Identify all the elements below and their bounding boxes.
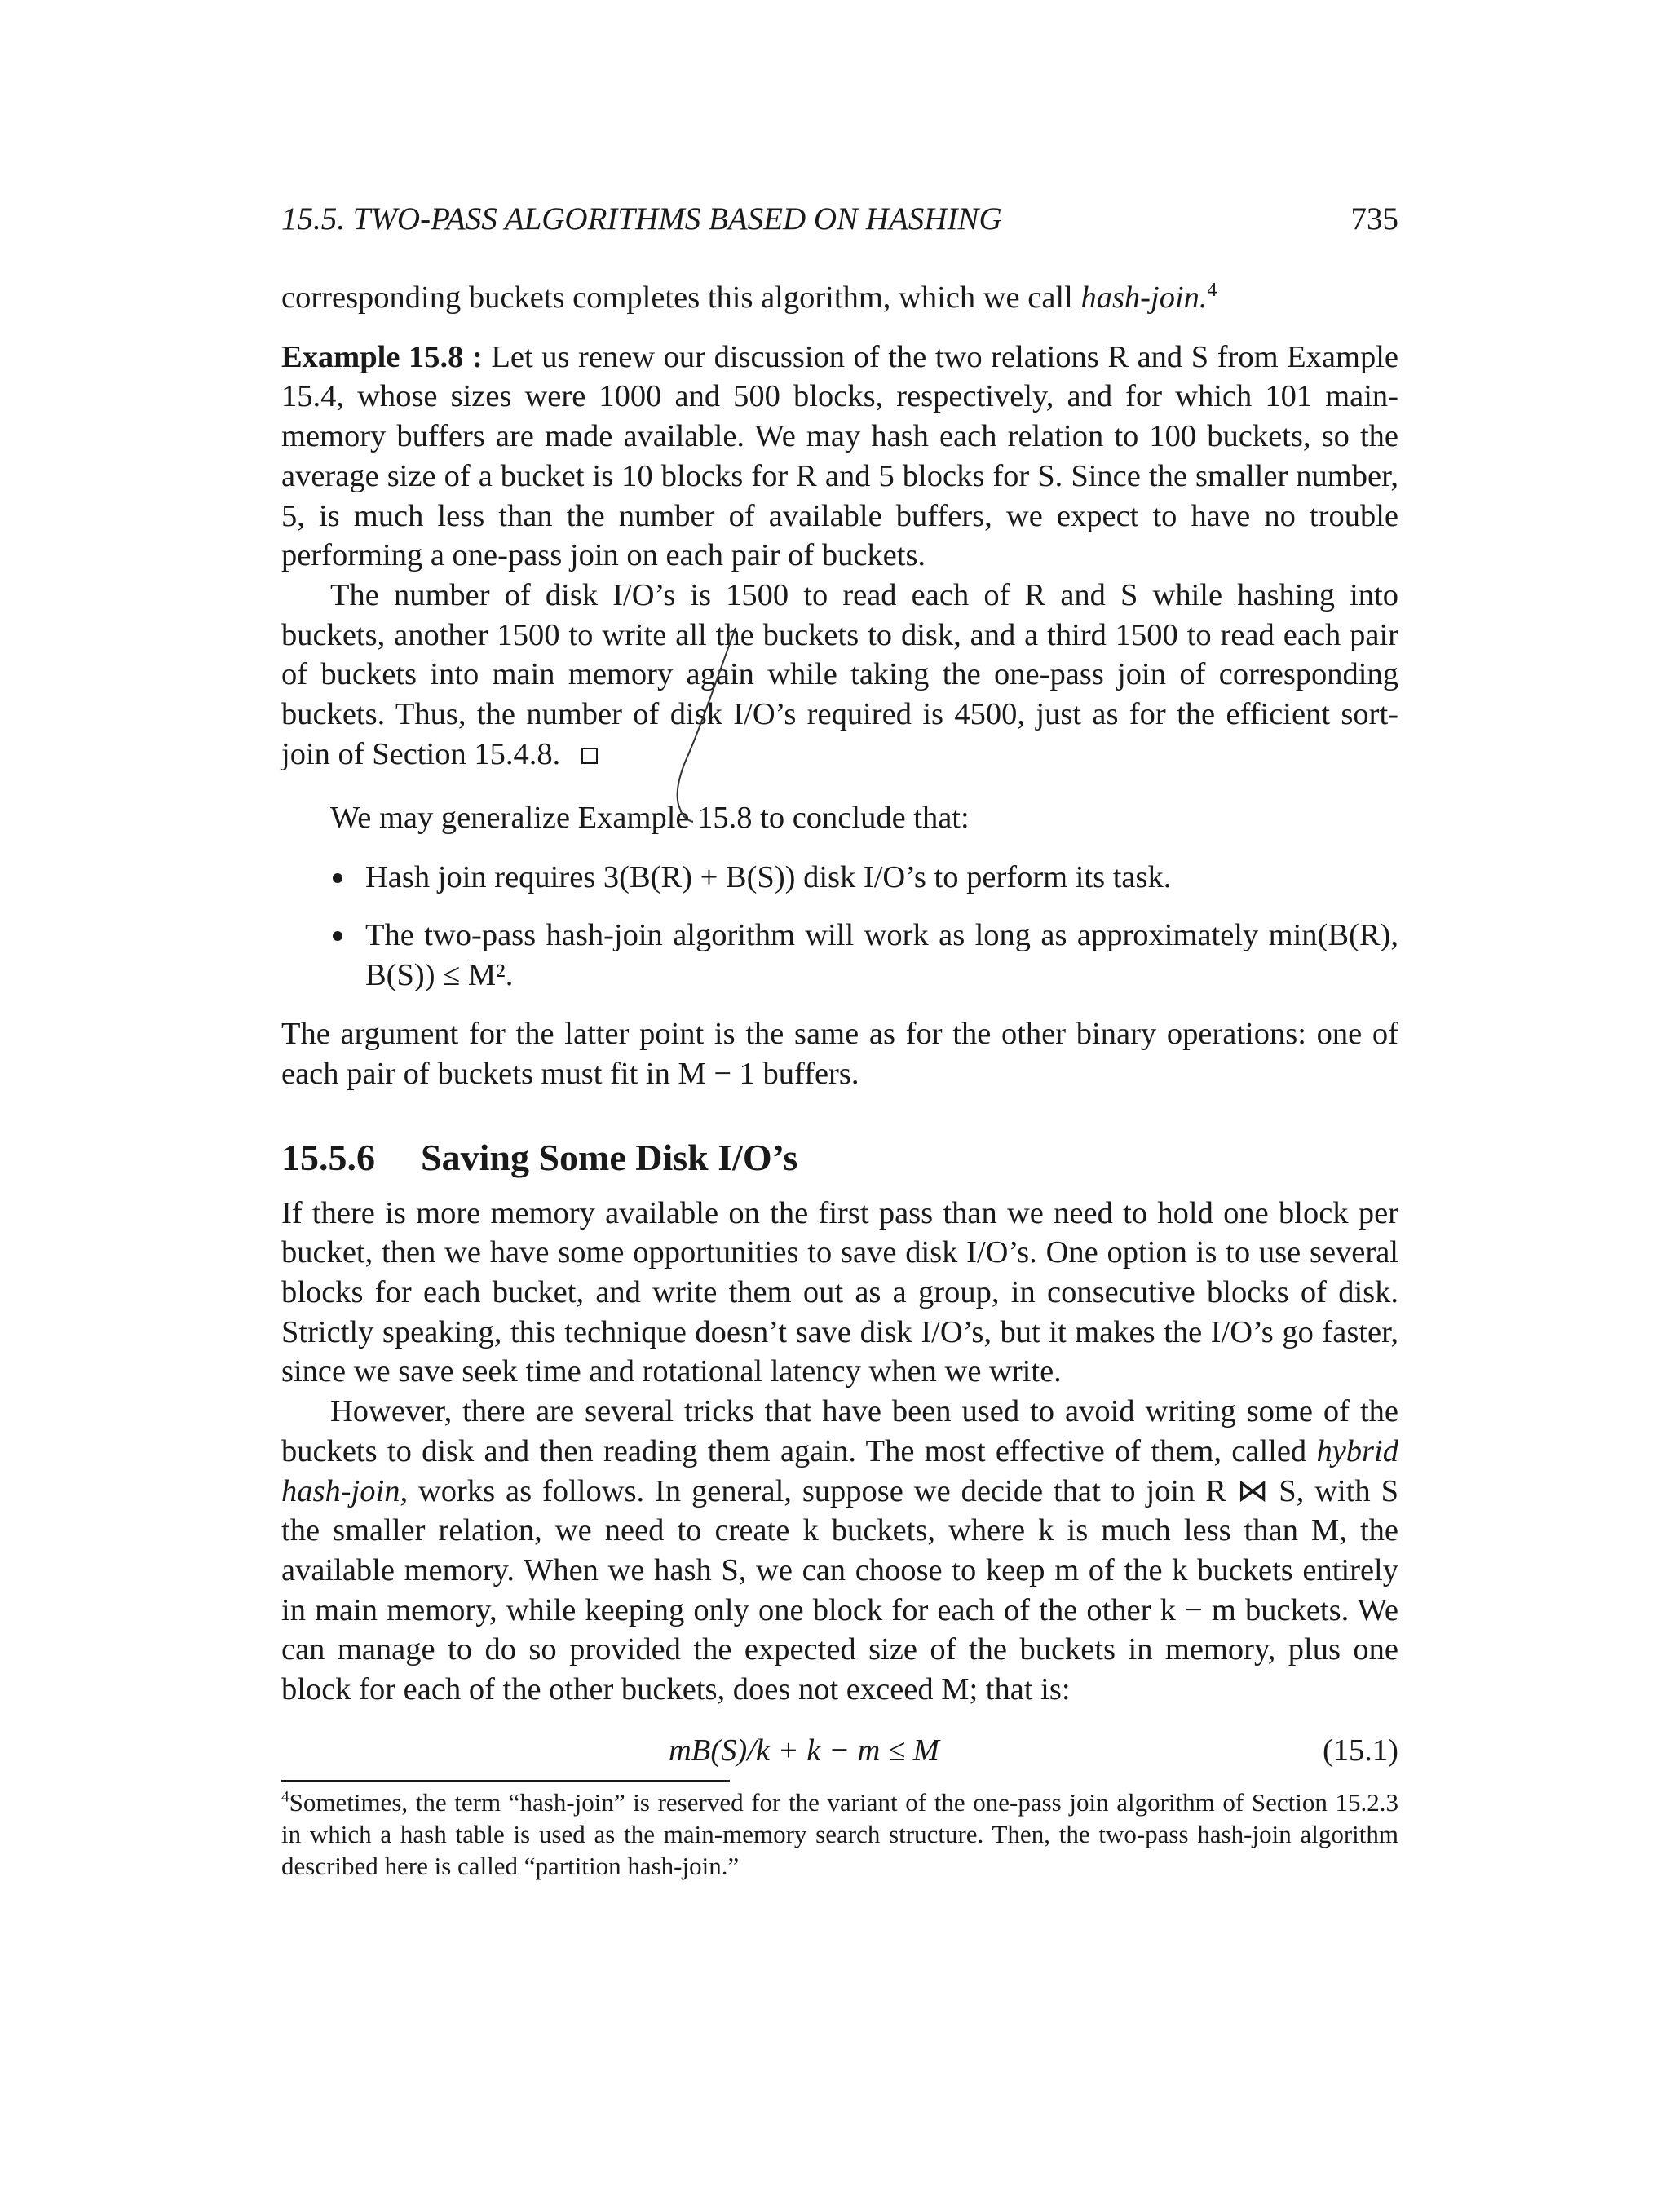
book-page bbox=[281, 200, 1398, 1882]
section-heading bbox=[281, 1135, 1398, 1181]
running-head bbox=[281, 200, 1398, 239]
bullet-text: Hash join requires 3(B(R) + B(S)) disk I/O’s to perform its task. bbox=[365, 860, 1172, 895]
hash-join-term: hash-join. bbox=[1080, 280, 1208, 315]
equation-number: (15.1) bbox=[1322, 1733, 1398, 1768]
intro-text: corresponding buckets completes this algorithm, which we call bbox=[281, 280, 1081, 315]
section-paragraph-2 bbox=[281, 1392, 1398, 1710]
section-paragraph-1: If there is more memory available on the first pass than we need to hold one block per bucket, then we have some opportunities to save disk I/O’s. One option is to use several blocks for each bucket, and write them out as a group, in consecutive blocks of disk. Strictly speaking, this technique doesn’t save disk I/O’s, but it makes the I/O’s go faster, since we save seek time and rotational latency when we write. bbox=[281, 1195, 1398, 1389]
example-body-2 bbox=[281, 576, 1398, 775]
section-paragraph-2-a: However, there are several tricks that have been used to avoid writing some of the buckets to disk and then reading them again. The most effective of them, called bbox=[281, 1394, 1398, 1468]
section-number: 15.5.6 bbox=[281, 1136, 375, 1178]
section-title: Saving Some Disk I/O’s bbox=[421, 1136, 798, 1178]
equation-15-1 bbox=[281, 1731, 1398, 1770]
intro-line bbox=[281, 278, 1398, 318]
chapter-section-title: 15.5. TWO-PASS ALGORITHMS BASED ON HASHING bbox=[281, 201, 1002, 236]
bullet-text: The two-pass hash-join algorithm will work as long as approximately min(B(R), B(S)) ≤ M². bbox=[365, 917, 1398, 992]
bullet-item bbox=[333, 858, 1398, 898]
argument-paragraph: The argument for the latter point is the same as for the other binary operations: one of each pair of buckets must fit in M − 1 buffers. bbox=[281, 1017, 1398, 1091]
example-body-2-text: The number of disk I/O’s is 1500 to read each of R and S while hashing into buckets, another 1500 to write all the buckets to disk, and a third 1500 to read each pair of buckets into main memory again while taking the one-pass join of corresponding buckets. Thus, the number of disk I/O’s required is 4500, just as for the efficient sort-join of Section 15.4.8. bbox=[281, 577, 1398, 771]
footnote bbox=[281, 1786, 1398, 1882]
example-15-8 bbox=[281, 338, 1398, 576]
footnote-marker: 4 bbox=[281, 1788, 289, 1806]
bullet-icon bbox=[333, 873, 342, 883]
bullet-list bbox=[281, 858, 1398, 995]
equation-expression: mB(S)/k + k − m ≤ M bbox=[669, 1733, 939, 1768]
hybrid-hash-join-term: hybrid hash-join, bbox=[281, 1433, 1398, 1508]
footnote-ref: 4 bbox=[1207, 280, 1217, 302]
page-number: 735 bbox=[1350, 201, 1398, 236]
example-label: Example 15.8 : bbox=[281, 339, 483, 374]
end-of-example-icon bbox=[581, 748, 598, 764]
footnote-text: Sometimes, the term “hash-join” is reserved for the variant of the one-pass join algorithm of Section 15.2.3 in which a hash table is used as the main-memory search structure. Then, the two-pass hash-join algorithm described here is called “partition hash-join.” bbox=[281, 1787, 1398, 1880]
generalize-line: We may generalize Example 15.8 to conclude that: bbox=[330, 801, 970, 836]
example-body: Let us renew our discussion of the two relations R and S from Example 15.4, whose sizes were 1000 and 500 blocks, respectively, and for which 101 main-memory buffers are made available. We may hash each relation to 100 buckets, so the average size of a bucket is 10 blocks for R and 5 blocks for S. Since the smaller number, 5, is much less than the number of available buffers, we expect to have no trouble performing a one-pass join on each pair of buckets. bbox=[281, 339, 1398, 573]
bullet-item bbox=[333, 916, 1398, 995]
bullet-icon bbox=[333, 931, 342, 941]
section-paragraph-2-b: works as follows. In general, suppose we decide that to join R ⋈ S, with S the smaller relation, we need to create k buckets, where k is much less than M, the available memory. When we hash S, we can choose to keep m of the k buckets entirely in main memory, while keeping only one block for each of the other k − m buckets. We can manage to do so provided the expected size of the buckets in memory, plus one block for each of the other buckets, does not exceed M; that is: bbox=[281, 1473, 1398, 1707]
